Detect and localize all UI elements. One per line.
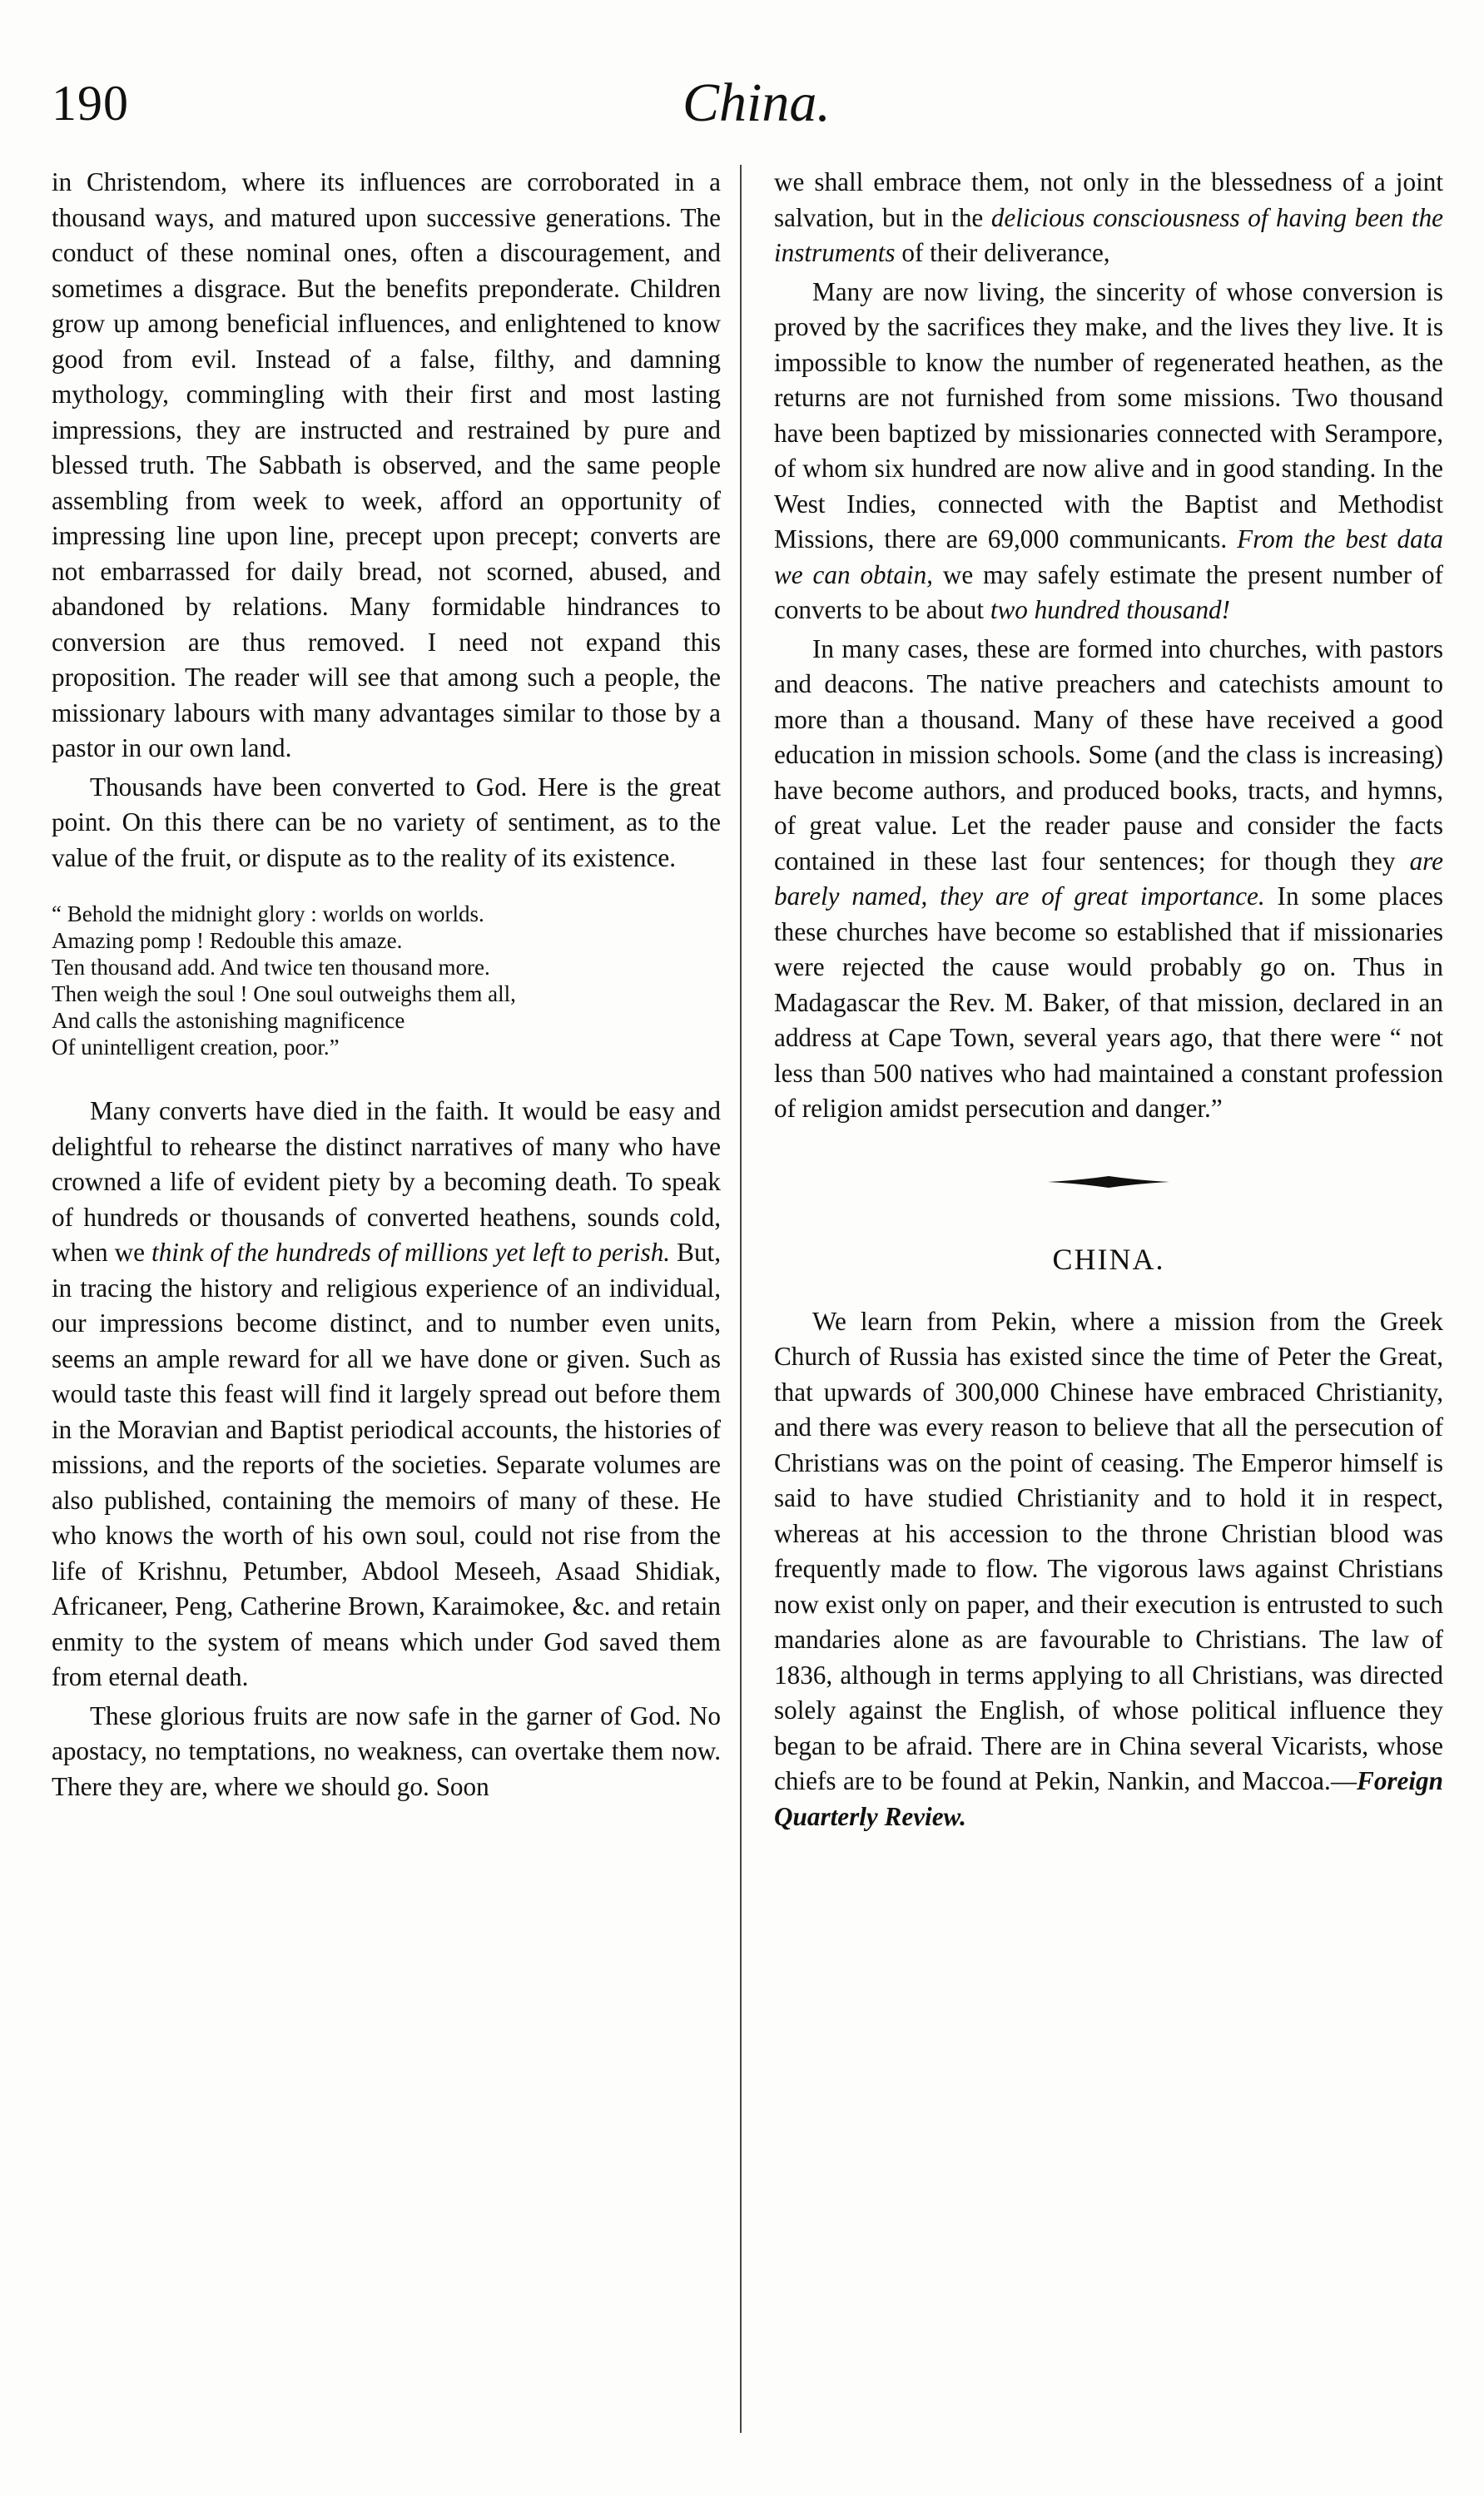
text-run: We learn from Pekin, where a mission from the Greek Church of Russia has existed since the time of Peter the Great, that upwards of 300,000 Chinese have embraced Christianity, and there was every reason to believe that all the persecution of Christians was on the point of ceasing. The Emperor himself is said to have studied Christianity and to hold it in respect, whereas at his accession to the throne Christian blood was frequently made to flow. The vigorous laws against Christians now exist only on paper, and their execution is entrusted to such mandaries alone as are favourable to Christians. The law of 1836, although in terms applying to all Christians, was directed solely against the English, of whose political influence they began to be afraid. There are in China several Vicarists, whose chiefs are to be found at Pekin, Nankin, and Maccoa.— (774, 1306, 1443, 1795)
paragraph: These glorious fruits are now safe in the garner of God. No apostacy, no temptations, no weakness, can overtake them now. There they are, where we should go. Soon (52, 1700, 721, 1801)
paragraph: Thousands have been converted to God. Here is the great point. On this there can be no variety of sentiment, as to the value of the fruit, or dispute as to the reality of its existence. (52, 772, 721, 872)
paragraph (774, 1304, 1443, 1835)
poem-line: Ten thousand add. And twice ten thousand more. (52, 955, 490, 980)
emphasis-text: think of the hundreds of millions yet left to perish. (151, 1238, 671, 1267)
running-title: China. (682, 72, 831, 133)
text-run: Many are now living, the sincerity of whose conversion is proved by the sacrifices they make, and the lives they live. It is impossible to know the number of regenerated heathen, as the returns are not furnished from some missions. Two thousand have been baptized by missionaries connected with Serampore, of whom six hundred are now alive and in good standing. In the West Indies, connected with the Baptist and Methodist Missions, there are 69,000 communicants. (774, 276, 1443, 554)
text-run: But, in tracing the history and religious experience of an individual, our impressions become distinct, and to number even units, seems an ample reward for all we have done or given. Such as would taste this feast will find it largely spread out before them in the Moravian and Baptist periodical accounts, the histories of missions, and the reports of the societies. Separate volumes are also published, containing the memoirs of many of these. He who knows the worth of his own soul, could not rise from the life of Krishnu, Petumber, Abdool Meseeh, Asaad Shidiak, Africaneer, Peng, Catherine Brown, Karaimokee, &c. and retain enmity to the system of means which under God saved them from eternal death. (52, 1238, 722, 1691)
citation: Foreign Quarterly Review. (774, 1766, 1443, 1831)
paragraph (774, 275, 1443, 628)
poem-line: Amazing pomp ! Redouble this amaze. (52, 928, 403, 953)
poem-quotation (52, 901, 721, 1060)
poem-line: And calls the astonishing magnificence (52, 1008, 405, 1033)
emphasis-text: are barely named, they are of great importance. (774, 846, 1443, 911)
poem-line: Then weigh the soul ! One soul outweighs them all, (52, 981, 516, 1006)
text-run: In some places these churches have become so established that if missionaries were rejected the cause would probably go on. Thus in Madagascar the Rev. M. Baker, of that mission, declared in an address at Cape Town, several years ago, that there were “ not less than 500 natives who had maintained a constant profession of religion amidst persecution and danger.” (774, 881, 1443, 1123)
paragraph (774, 165, 1443, 271)
poem-line: Of unintelligent creation, poor.” (52, 1035, 340, 1060)
paragraph (774, 632, 1443, 1127)
left-column (52, 165, 721, 1808)
paragraph: in Christendom, where its influences are corroborated in a thousand ways, and matured upon successive generations. The conduct of these nominal ones, often a discouragement, and sometimes a disgrace. But the benefits preponderate. Children grow up among beneficial influences, and enlightened to know good from evil. Instead of a false, filthy, and damning mythology, commingling with their first and most lasting impressions, they are instructed and restrained by pure and blessed truth. The Sabbath is observed, and the same people assembling from week to week, afford an opportunity of impressing line upon line, precept upon precept; converts are not embarrassed for daily bread, not scorned, abused, and abandoned by relations. Many formidable hindrances to conversion are thus removed. I need not expand this proposition. The reader will see that among such a people, the missionary labours with many advantages similar to those by a pastor in our own land. (52, 167, 721, 762)
emphasis-text: delicious consciousness of having been the instruments (774, 202, 1444, 267)
poem-line: “ Behold the midnight glory : worlds on worlds. (52, 901, 484, 926)
text-run: Many converts have died in the faith. It would be easy and delightful to rehearse the distinct narratives of many who have crowned a life of evident piety by a becoming death. To speak of hundreds or thousands of converted heathens, sounds cold, when we (52, 1096, 721, 1267)
emphasis-text: From the best data we can obtain, (774, 524, 1443, 589)
column-divider (740, 165, 742, 2433)
text-run: In many cases, these are formed into churches, with pastors and deacons. The native preachers and catechists amount to more than a thousand. Many of these have received a good education in mission schools. Some (and the class is increasing) have become authors, and produced books, tracts, and hymns, of great value. Let the reader pause and consider the facts contained in these last four sentences; for though they (774, 633, 1443, 876)
ornament-divider-icon (1046, 1173, 1171, 1191)
right-column (774, 165, 1443, 1838)
text-run: of their deliverance, (895, 238, 1110, 267)
text-run: we may safely estimate the present number of converts to be about (774, 559, 1443, 624)
text-run: we shall embrace them, not only in the blessedness of a joint salvation, but in the (774, 167, 1443, 232)
page-number: 190 (52, 76, 129, 131)
section-heading: CHINA. (1052, 1242, 1165, 1276)
emphasis-text: two hundred thousand! (990, 595, 1231, 624)
paragraph (52, 1094, 721, 1695)
